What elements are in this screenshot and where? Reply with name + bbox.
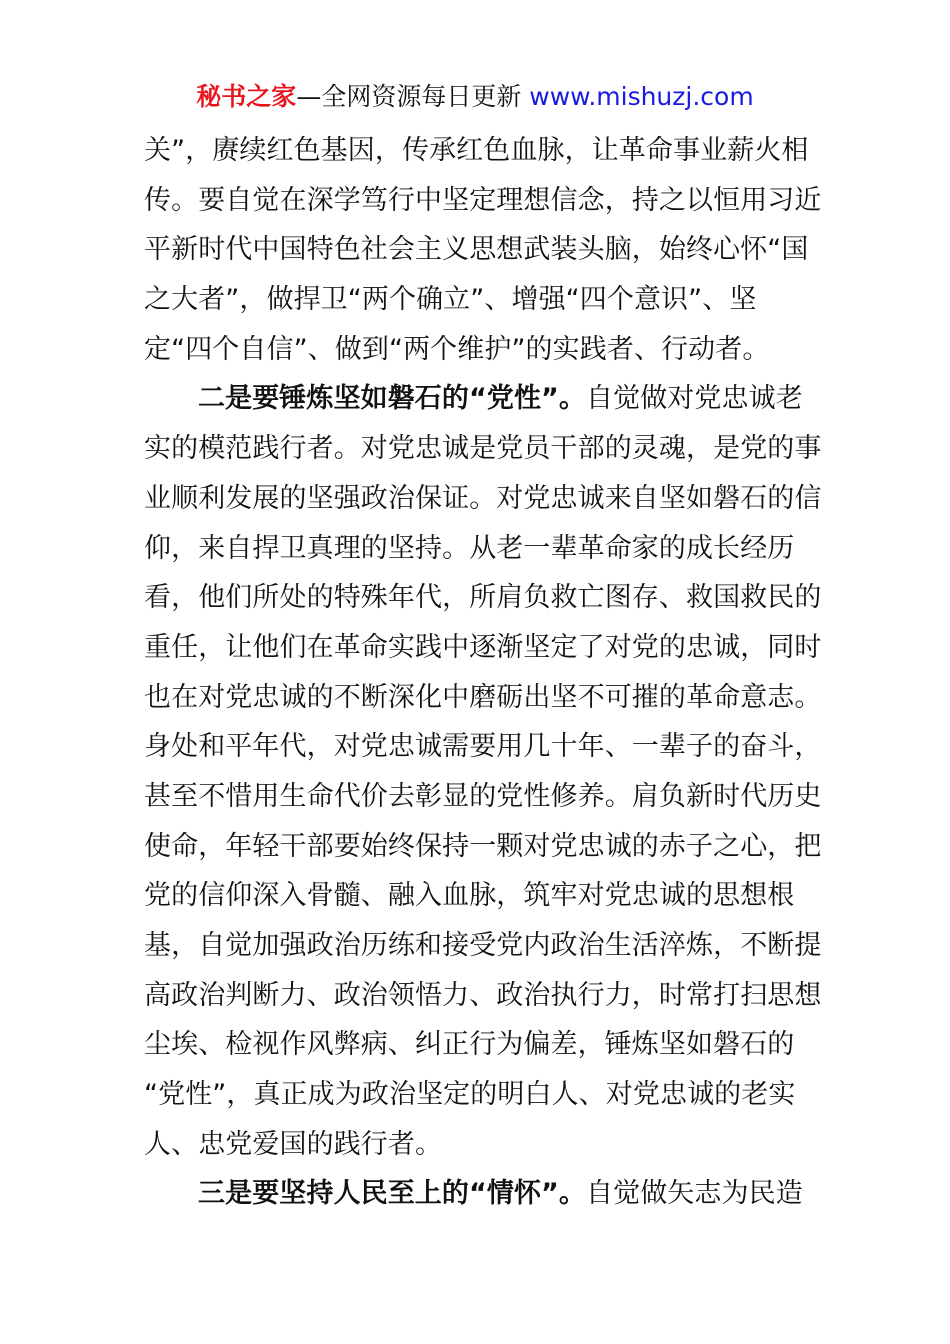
text-line: “党性”，真正成为政治坚定的明白人、对党忠诚的老实 [144,1079,796,1111]
document-body [144,126,824,1219]
site-header [0,80,950,114]
section-heading: 三是要坚持人民至上的“情怀”。 [198,1178,586,1210]
text-line: 传。要自觉在深学笃行中坚定理想信念，持之以恒用习近 [144,184,822,216]
paragraph-text: 自觉做对党忠诚老 [586,383,803,415]
text-line: 平新时代中国特色社会主义思想武装头脑，始终心怀“国 [144,234,809,266]
text-line: 党的信仰深入骨髓、融入血脉，筑牢对党忠诚的思想根 [144,880,795,912]
header-tagline: —全网资源每日更新 [296,82,522,111]
text-line: 定“四个自信”、做到“两个维护”的实践者、行动者。 [144,333,770,365]
section-heading: 二是要锤炼坚如磐石的“党性”。 [198,383,586,415]
text-line: 仰，来自捍卫真理的坚持。从老一辈革命家的成长经历 [144,532,795,564]
text-line: 尘埃、检视作风弊病、纠正行为偏差，锤炼坚如磐石的 [144,1029,795,1061]
text-line: 身处和平年代，对党忠诚需要用几十年、一辈子的奋斗， [144,731,822,763]
paragraph-text: 自觉做矢志为民造 [586,1178,803,1210]
text-line: 使命，年轻干部要始终保持一颗对党忠诚的赤子之心，把 [144,830,822,862]
text-line: 重任，让他们在革命实践中逐渐坚定了对党的忠诚，同时 [144,631,822,663]
text-line: 业顺利发展的坚强政治保证。对党忠诚来自坚如磐石的信 [144,482,822,514]
text-line: 关”，赓续红色基因，传承红色血脉，让革命事业薪火相 [144,135,809,166]
text-line: 甚至不惜用生命代价去彰显的党性修养。肩负新时代历史 [144,780,822,812]
text-line: 也在对党忠诚的不断深化中磨砺出坚不可摧的革命意志。 [144,681,822,713]
text-line: 实的模范践行者。对党忠诚是党员干部的灵魂，是党的事 [144,433,822,465]
text-line: 高政治判断力、政治领悟力、政治执行力，时常打扫思想 [144,979,822,1011]
paragraph-start [144,1169,824,1219]
brand-name: 秘书之家 [196,82,297,111]
text-line: 之大者”，做捍卫“两个确立”、增强“四个意识”、坚 [144,284,757,316]
text-line: 基，自觉加强政治历练和接受党内政治生活淬炼，不断提 [144,930,822,961]
site-url[interactable]: www.mishuzj.com [521,82,754,111]
text-line: 看，他们所处的特殊年代，所肩负救亡图存、救国救民的 [144,582,822,614]
text-line: 人、忠党爱国的践行者。 [144,1128,443,1160]
paragraph-start [144,374,824,424]
